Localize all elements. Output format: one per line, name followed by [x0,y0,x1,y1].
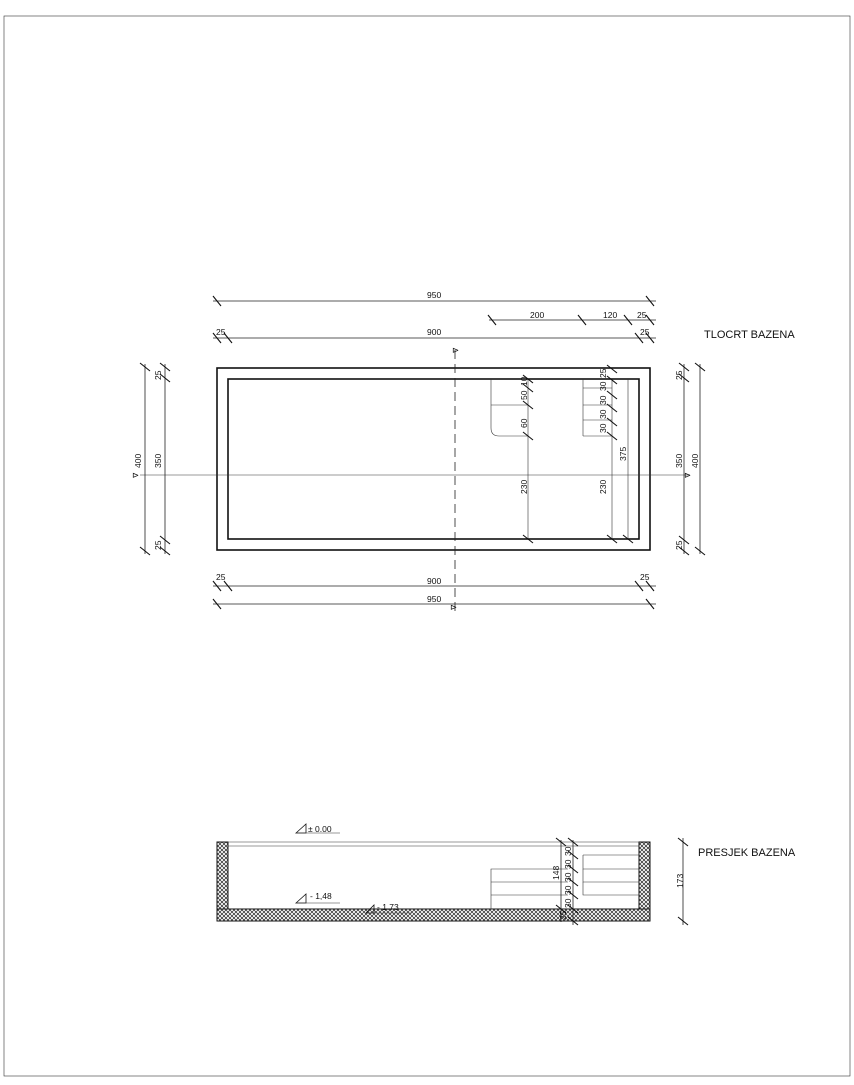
section-depth-total: 173 [675,873,685,888]
plan-dim-left-total-label: 400 [133,453,143,468]
plan-dim-left-wall-bottom: 25 [153,540,163,550]
plan-dim-stair-end: 25 [637,310,647,320]
plan-dim-stair-width: 120 [603,310,618,320]
plan-dim-top-inner-label: 900 [427,327,442,337]
plan-section-mark-bottom: ⊳ [450,602,458,612]
pool-section [217,824,796,925]
section-level-water: - 1,48 [310,891,332,901]
section-level-bottom: - 1.73 [377,902,399,912]
plan-inner-pool [228,379,639,539]
plan-step-b: 30 [598,381,608,391]
plan-step-a: 25 [598,368,608,378]
plan-stair-v1: 10 [519,376,529,386]
plan-dim-right-wall-top: 25 [674,370,684,380]
plan-dim-bottom-inner-label: 900 [427,576,442,586]
plan-dim-left-wall-top: 25 [153,370,163,380]
section-step-1: 30 [563,846,573,856]
section-slab-dim: 25 [558,910,568,920]
plan-stair-total: 375 [618,446,628,461]
plan-dim-right-total-label: 400 [690,453,700,468]
plan-step-e: 30 [598,423,608,433]
plan-dim-top-total-label: 950 [427,290,442,300]
section-title: PRESJEK BAZENA [698,847,796,859]
plan-step-f: 230 [598,479,608,494]
section-level-water-marker [296,894,306,903]
plan-stair-v4: 60 [519,418,529,428]
section-slab [217,909,650,921]
plan-title: TLOCRT BAZENA [704,329,795,341]
plan-dim-right-inner-label: 350 [674,453,684,468]
plan-outer-wall [217,368,650,550]
plan-dim-bottom-right-wall: 25 [640,572,650,582]
plan-axis-mark-right: ⊳ [684,470,692,480]
plan-stair-v2: 50 [519,390,529,400]
section-depth-inner: 148 [551,865,561,880]
plan-dim-stair-offset: 200 [530,310,545,320]
plan-stair-v5: 230 [519,479,529,494]
section-step-5: 30 [563,898,573,908]
plan-dim-top-left-wall: 25 [216,327,226,337]
section-step-2: 30 [563,859,573,869]
section-step-4: 30 [563,885,573,895]
plan-dim-bottom-left-wall: 25 [216,572,226,582]
plan-axis-mark-left: ⊳ [132,470,140,480]
pool-plan [132,290,795,612]
plan-step-d: 30 [598,409,608,419]
plan-dim-bottom-total-label: 950 [427,594,442,604]
section-level-top: ± 0.00 [308,824,332,834]
plan-dim-left-inner-label: 350 [153,453,163,468]
plan-step-c: 30 [598,395,608,405]
plan-section-mark-top: ⊳ [452,345,460,355]
section-level-top-marker [296,824,306,833]
plan-dim-top-right-wall: 25 [640,327,650,337]
section-step-3: 30 [563,872,573,882]
plan-dim-right-wall-bottom: 25 [674,540,684,550]
